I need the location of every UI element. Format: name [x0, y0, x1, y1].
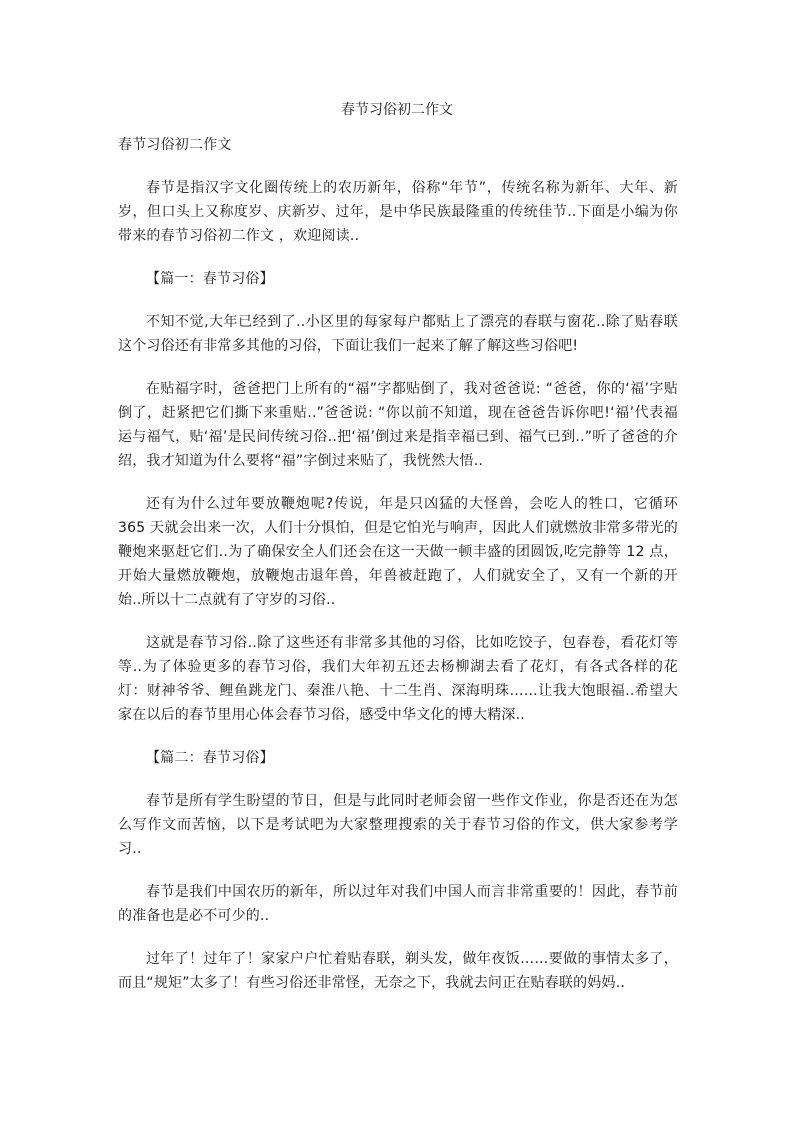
paragraph: 不知不觉,大年已经到了..小区里的每家每户都贴上了漂亮的春联与窗花..除了贴春联这个习俗还有非常多其他的习俗，下面让我们一起来了解了解这些习俗吧!	[118, 314, 678, 354]
paragraph: 这就是春节习俗..除了这些还有非常多其他的习俗，比如吃饺子，包春卷，看花灯等等..为了体验更多的春节习俗，我们大年初五还去杨柳湖去看了花灯，有各式各样的花灯：财神爷爷、鲤鱼跳龙门、秦淮八艳、十二生肖、深海明珠……让我大饱眼福..希望大家在以后的春节里用心体会春节习俗，感受中华文化的博大精深..	[118, 635, 678, 723]
document-body	[118, 133, 678, 1014]
section-heading-part-two: 【篇二：春节习俗】	[146, 750, 274, 766]
paragraph-intro: 春节是指汉字文化圈传统上的农历新年，俗称“年节”，传统名称为新年、大年、新岁，但口头上又称度岁、庆新岁、过年，是中华民族最隆重的传统佳节..下面是小编为你带来的春节习俗初二作文 ，欢迎阅读..	[118, 180, 678, 244]
document-title: 春节习俗初二作文	[341, 102, 453, 118]
paragraph: 还有为什么过年要放鞭炮呢?传说，年是只凶猛的大怪兽，会吃人的牲口，它循环 365 天就会出来一次，人们十分惧怕，但是它怕光与响声，因此人们就燃放非常多带光的鞭炮来驱赶它们..为了确保安全人们还会在这一天做一顿丰盛的团圆饭,吃完静等 12 点，开始大量燃放鞭炮，放鞭炮击退年兽，年兽被赶跑了，人们就安全了，又有一个新的开始..所以十二点就有了守岁的习俗..	[118, 496, 678, 608]
paragraph: 过年了！过年了！家家户户忙着贴春联，剃头发，做年夜饭……要做的事情太多了，而且“规矩”太多了！有些习俗还非常怪，无奈之下，我就去问正在贴春联的妈妈..	[118, 951, 678, 991]
paragraph: 春节是我们中国农历的新年，所以过年对我们中国人而言非常重要的！因此，春节前的准备也是必不可少的..	[118, 884, 678, 924]
paragraph: 在贴福字时，爸爸把门上所有的“福”字都贴倒了，我对爸爸说: “爸爸，你的‘福’字贴倒了，赶紧把它们撕下来重贴..”爸爸说: “你以前不知道，现在爸爸告诉你吧!‘福’代表福运与福气，贴‘福’是民间传统习俗..把‘福’倒过来是指幸福已到、福气已到..”听了爸爸的介绍，我才知道为什么要将“福”字倒过来贴了，我恍然大悟..	[118, 381, 678, 469]
paragraph: 春节是所有学生盼望的节日，但是与此同时老师会留一些作文作业，你是否还在为怎么写作文而苦恼，以下是考试吧为大家整理搜索的关于春节习俗的作文，供大家参考学习..	[118, 793, 678, 857]
section-heading-part-one: 【篇一：春节习俗】	[146, 271, 274, 287]
document-subtitle: 春节习俗初二作文	[118, 137, 232, 153]
